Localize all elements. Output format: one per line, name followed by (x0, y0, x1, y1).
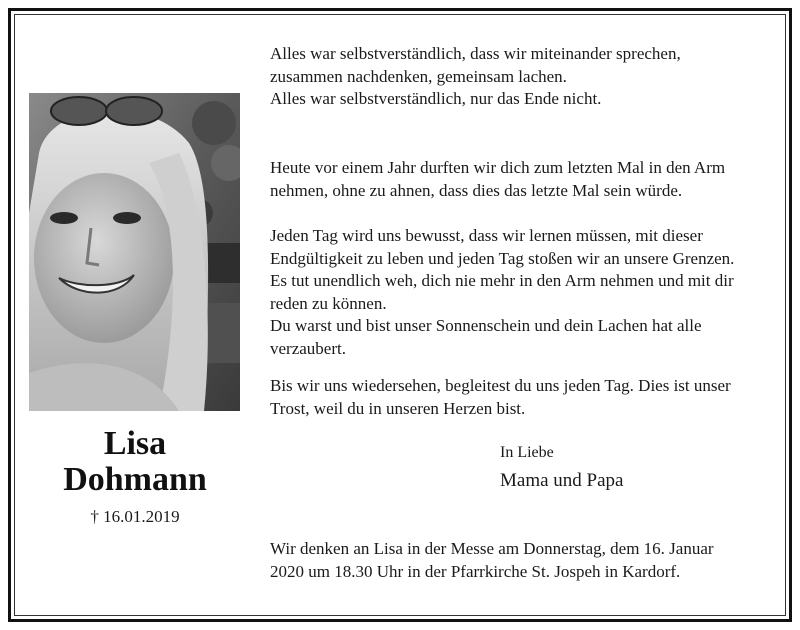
text-line: reden zu können. (270, 293, 387, 313)
first-name: Lisa (103, 425, 167, 462)
poem-line: Alles war selbstverständlich, nur das Ende nicht. (270, 89, 602, 108)
mass-notice (270, 538, 785, 583)
text-line: Bis wir uns wiedersehen, begleitest du uns jeden Tag. Dies ist unser (270, 376, 731, 395)
signature-greeting: In Liebe (500, 444, 554, 461)
paragraph-anniversary (270, 157, 785, 202)
text-line: Es tut unendlich weh, dich nie mehr in den Arm nehmen und mit dir (270, 271, 734, 290)
text-line: Wir denken an Lisa in der Messe am Donnerstag, dem 16. Januar (270, 539, 714, 558)
paragraph-comfort (270, 375, 785, 420)
poem-line: zusammen nachdenken, gemeinsam lachen. (270, 66, 567, 86)
death-date: † 16.01.2019 (90, 507, 180, 526)
paragraph-daily (270, 225, 785, 360)
text-line: Jeden Tag wird uns bewusst, dass wir lernen müssen, mit dieser (270, 226, 703, 245)
text-line: nehmen, ohne zu ahnen, dass dies das letzte Mal sein würde. (270, 180, 683, 200)
text-line: Trost, weil du in unseren Herzen bist. (270, 398, 526, 418)
text-line: Endgültigkeit zu leben und jeden Tag stoßen wir an unsere Grenzen. (270, 248, 735, 268)
text-line: Du warst und bist unser Sonnenschein und dein Lachen hat alle (270, 316, 702, 335)
portrait-photo-icon (29, 93, 240, 411)
poem-line: Alles war selbstverständlich, dass wir miteinander sprechen, (270, 44, 681, 63)
poem (270, 43, 785, 111)
signature-names: Mama und Papa (500, 470, 624, 491)
text-line: Heute vor einem Jahr durften wir dich zum letzten Mal in den Arm (270, 158, 726, 177)
text-line: verzaubert. (270, 338, 346, 358)
text-line: 2020 um 18.30 Uhr in der Pfarrkirche St. Jospeh in Kardorf. (270, 561, 681, 581)
last-name: Dohmann (63, 461, 207, 498)
